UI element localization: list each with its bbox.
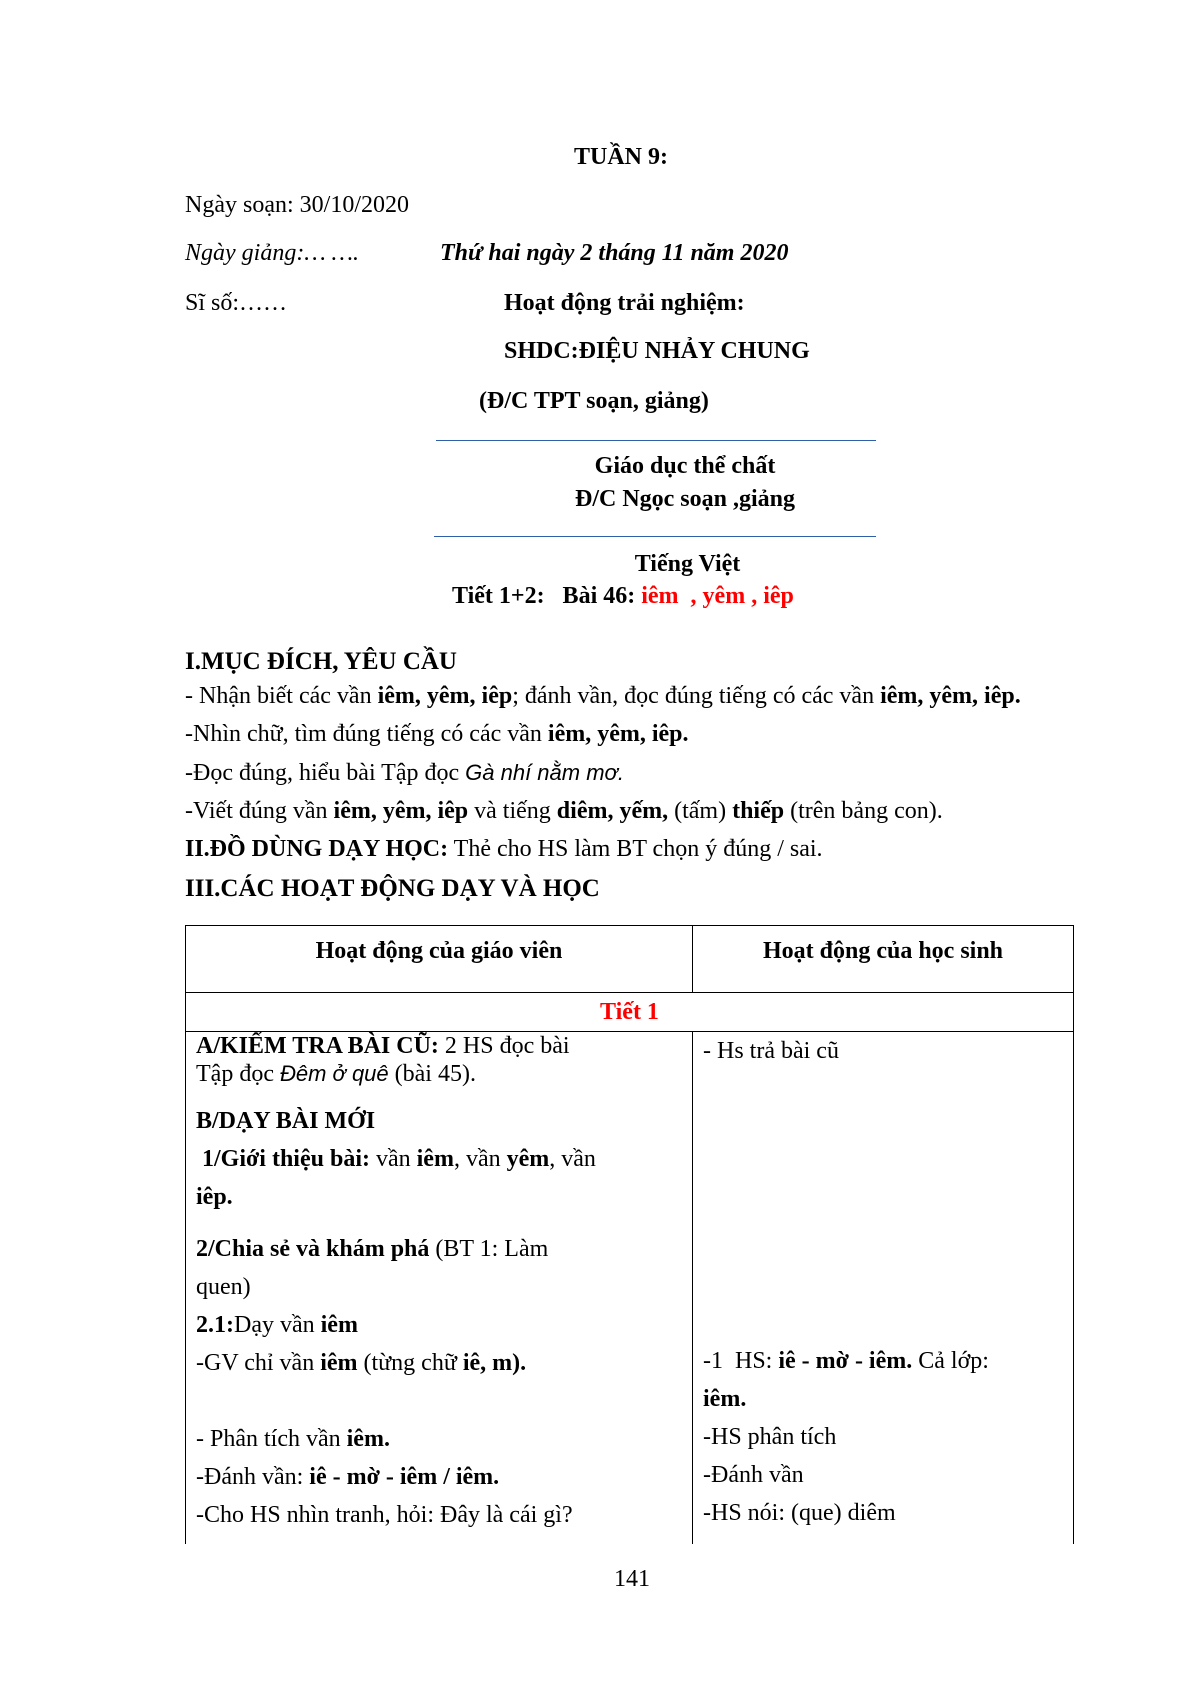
goal-1-c: ; đánh vần, đọc đúng tiếng có các vần — [512, 683, 881, 709]
t-gv-d: iê, m). — [462, 1350, 527, 1376]
goal-1-b: iêm, yêm, iêp — [377, 683, 513, 709]
t-share-line — [196, 1230, 682, 1268]
spacer — [196, 1216, 682, 1230]
t-share-b: (BT 1: Làm — [429, 1236, 549, 1262]
t-gv-b: iêm — [320, 1350, 358, 1376]
goal-2 — [185, 721, 689, 748]
goals-title: I.MỤC ĐÍCH, YÊU CẦU — [185, 648, 457, 675]
activity-title: Hoạt động trải nghiệm: — [504, 290, 745, 316]
t-21-line — [196, 1306, 682, 1344]
t-intro-c: iêm — [416, 1146, 454, 1172]
tools-title: II.ĐỒ DÙNG DẠY HỌC: — [185, 836, 449, 862]
period-row — [186, 993, 1074, 1032]
period-label: Tiết 1 — [186, 993, 1074, 1032]
goal-2-a: -Nhìn chữ, tìm đúng tiếng có các vần — [185, 721, 548, 747]
col-student-header: Hoạt động của học sinh — [693, 926, 1074, 993]
goal-4-b: iêm, yêm, iêp — [333, 798, 469, 824]
t-check-text2c: (bài 45). — [388, 1061, 476, 1087]
goal-1-a: - Nhận biết các vần — [185, 683, 378, 709]
t-intro-g: iêp. — [196, 1184, 233, 1210]
t-share-a: 2/Chia sẻ và khám phá — [196, 1236, 430, 1262]
t-ask-line: -Cho HS nhìn tranh, hỏi: Đây là cái gì? — [196, 1502, 573, 1528]
t-share-c: quen) — [196, 1274, 251, 1300]
table-body-row — [186, 1032, 1074, 1545]
t-check-text2b: Đêm ở quê — [279, 1061, 389, 1086]
goal-4-e: (tấm) — [668, 798, 733, 824]
t-21-a: 2.1: — [196, 1312, 234, 1338]
col-teacher-header: Hoạt động của giáo viên — [186, 926, 693, 993]
t-intro-line — [196, 1140, 682, 1178]
teacher-cell — [186, 1032, 693, 1545]
week-title: TUẦN 9: — [574, 144, 668, 170]
t-intro-e: yêm — [506, 1146, 550, 1172]
goal-4-g: (trên bảng con). — [784, 798, 943, 824]
t-check-text: 2 HS đọc bài — [438, 1033, 570, 1059]
goal-4 — [185, 798, 943, 825]
tools-text: Thẻ cho HS làm BT chọn ý đúng / sai. — [448, 836, 823, 862]
t-dv-b: iê - mờ - iêm / iêm. — [309, 1464, 500, 1490]
page-number: 141 — [614, 1566, 650, 1592]
spacer-block — [703, 1070, 1063, 1342]
t-21-b: Dạy vần — [234, 1312, 321, 1338]
t-dv-line — [196, 1458, 682, 1496]
lesson-title — [452, 583, 794, 610]
s-read-a: -1 HS: — [703, 1348, 779, 1374]
s-say: -HS nói: (que) diêm — [703, 1500, 896, 1526]
t-pt-line — [196, 1420, 682, 1458]
goal-4-f: thiếp — [732, 798, 785, 824]
t-gv-c: (từng chữ — [357, 1350, 463, 1376]
teach-date-label: Ngày giảng:… …. — [185, 240, 359, 266]
pe-title: Giáo dục thể chất — [594, 453, 776, 479]
tools-line — [185, 836, 823, 863]
s-read-d: iêm. — [703, 1386, 747, 1412]
lesson-prefix: Tiết 1+2: Bài 46: — [452, 583, 642, 609]
t-intro-b: vần — [369, 1146, 417, 1172]
t-21-c: iêm — [320, 1312, 358, 1338]
goal-3-b: Gà nhí nằm mơ. — [465, 760, 624, 785]
goal-1-d: iêm, yêm, iêp. — [880, 683, 1021, 709]
activity-teacher: (Đ/C TPT soạn, giảng) — [479, 388, 709, 414]
spacer — [196, 1088, 682, 1102]
t-check-line2 — [196, 1060, 682, 1088]
divider-2 — [434, 536, 876, 537]
s-analyze: -HS phân tích — [703, 1424, 837, 1450]
student-cell — [693, 1032, 1074, 1545]
s-read-c: Cả lớp: — [912, 1348, 989, 1374]
goal-1 — [185, 683, 1021, 710]
t-check-title: A/KIỂM TRA BÀI CŨ: — [196, 1033, 439, 1059]
t-intro-f: , vần — [549, 1146, 596, 1172]
t-new-title: B/DẠY BÀI MỚI — [196, 1108, 376, 1134]
goal-4-d: diêm, yếm, — [556, 798, 669, 824]
goal-4-a: -Viết đúng vần — [185, 798, 334, 824]
teach-date-full: Thứ hai ngày 2 tháng 11 năm 2020 — [440, 240, 789, 266]
attendance: Sĩ số:…… — [185, 290, 288, 316]
prep-date: Ngày soạn: 30/10/2020 — [185, 192, 409, 218]
t-intro-a: 1/Giới thiệu bài: — [196, 1146, 370, 1172]
t-intro-d: , vần — [453, 1146, 507, 1172]
s-read-b: iê - mờ - iêm. — [778, 1348, 913, 1374]
t-gv-line — [196, 1344, 682, 1382]
goal-2-b: iêm, yêm, iêp. — [547, 721, 689, 747]
t-gv-a: -GV chỉ vần — [196, 1350, 321, 1376]
divider-1 — [436, 440, 876, 441]
t-check-line — [196, 1032, 682, 1060]
t-check-text2a: Tập đọc — [196, 1061, 280, 1087]
goal-3-a: -Đọc đúng, hiểu bài Tập đọc — [185, 760, 466, 786]
goal-4-c: và tiếng — [468, 798, 557, 824]
pe-teacher: Đ/C Ngọc soạn ,giảng — [574, 486, 796, 512]
activities-title: III.CÁC HOẠT ĐỘNG DẠY VÀ HỌC — [185, 875, 600, 902]
table-header-row — [186, 926, 1074, 993]
t-pt-a: - Phân tích vần — [196, 1426, 347, 1452]
t-dv-a: -Đánh vần: — [196, 1464, 310, 1490]
activity-subject: SHDC:ĐIỆU NHẢY CHUNG — [504, 338, 810, 364]
vn-title: Tiếng Việt — [634, 551, 741, 577]
s-review: - Hs trả bài cũ — [703, 1038, 839, 1064]
lesson-table — [185, 925, 1074, 1544]
lesson-rhymes: iêm , yêm , iêp — [641, 583, 794, 609]
s-spell: -Đánh vần — [703, 1462, 804, 1488]
s-read-line — [703, 1342, 1063, 1380]
t-pt-b: iêm. — [346, 1426, 390, 1452]
goal-3 — [185, 760, 624, 787]
spacer-line — [196, 1382, 682, 1420]
